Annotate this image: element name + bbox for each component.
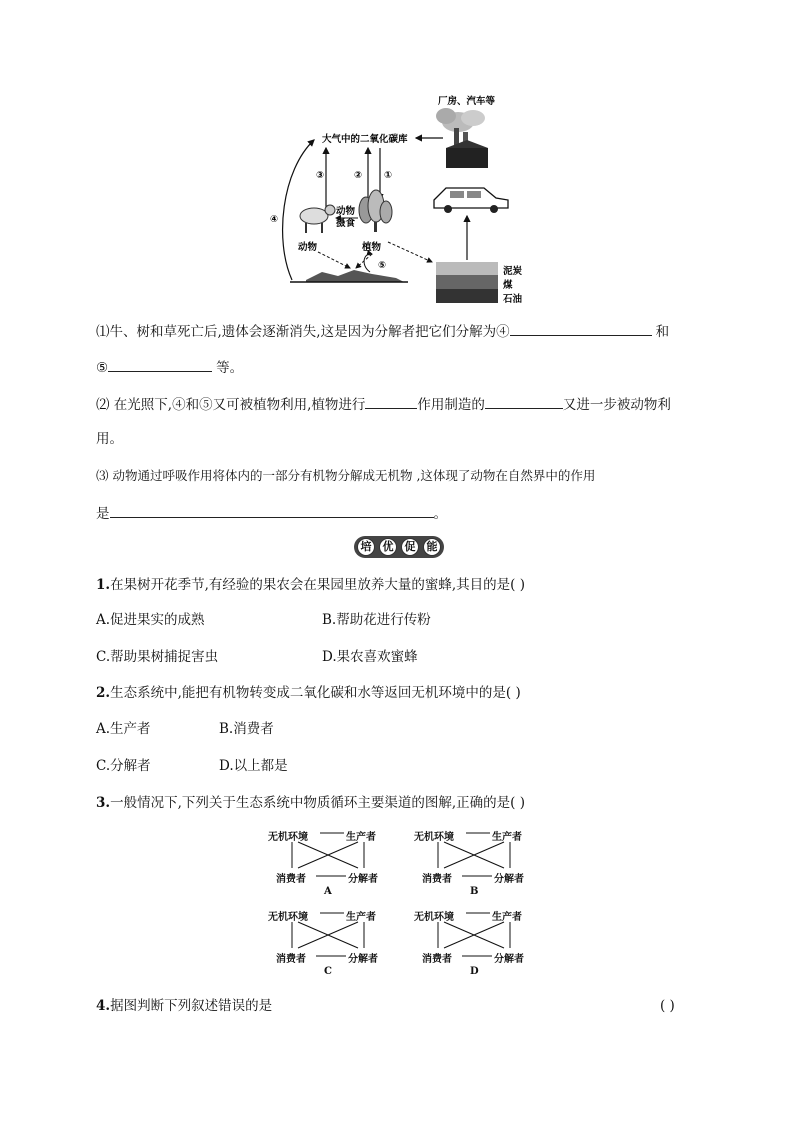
soil-icon — [290, 270, 408, 282]
cycle-diagram-b[interactable]: 无机环境 生产者 消费者 分解者 B — [414, 832, 524, 897]
arrow-5-label: ⑤ — [378, 260, 387, 271]
carbon-cycle-figure — [268, 90, 558, 310]
question-part-1: ⑴牛、树和草死亡后,遗体会逐渐消失,这是因为分解者把它们分解为④ 和 — [96, 321, 669, 341]
question-1: 1.在果树开花季节,有经验的果农会在果园里放养大量的蜜蜂,其目的是( ) — [96, 577, 526, 593]
question-3: 3.一般情况下,下列关于生态系统中物质循环主要渠道的图解,正确的是( ) — [96, 795, 526, 811]
cycle-diagram-a[interactable]: 无机环境 生产者 消费者 分解者 A — [268, 832, 378, 897]
question-2: 2.生态系统中,能把有机物转变成二氧化碳和水等返回无机环境中的是( ) — [96, 685, 521, 701]
factory-label: 厂房、汽车等 — [438, 96, 496, 107]
fossil-fuel-icon — [436, 262, 498, 303]
plant-label: 植物 — [362, 242, 382, 253]
fossil-oil-label: 石油 — [503, 294, 523, 305]
q2-option-d[interactable]: D.以上都是 — [219, 758, 288, 774]
q2-option-b[interactable]: B.消费者 — [219, 721, 274, 737]
question-part-2-cont: 用。 — [96, 431, 123, 447]
fossil-peat-label: 泥炭 — [503, 266, 523, 277]
question-part-3: ⑶ 动物通过呼吸作用将体内的一部分有机物分解成无机物 ,这体现了动物在自然界中的作用 — [96, 468, 596, 483]
fossil-coal-label: 煤 — [503, 280, 513, 291]
plant-icon — [359, 190, 392, 232]
arrow-4-label: ④ — [270, 214, 279, 225]
q2-option-a[interactable]: A.生产者 — [96, 721, 151, 737]
animal-eat-label-2: 摄食 — [336, 218, 356, 229]
animal-label: 动物 — [298, 242, 318, 253]
arrow-2-label: ② — [354, 170, 363, 181]
arrow-1-label: ① — [384, 170, 393, 181]
answer-blank-photosynthesis[interactable] — [365, 394, 417, 409]
car-icon — [434, 188, 508, 213]
animal-eat-label: 动物 — [336, 206, 356, 217]
section-banner: 培 优 促 能 — [354, 536, 444, 558]
cycle-diagram-c[interactable]: 无机环境 生产者 消费者 分解者 C — [268, 912, 378, 977]
answer-blank-5[interactable] — [108, 357, 212, 372]
cycle-diagram-d[interactable]: 无机环境 生产者 消费者 分解者 D — [414, 912, 524, 977]
q1-option-b[interactable]: B.帮助花进行传粉 — [322, 612, 431, 628]
cow-icon — [300, 205, 335, 233]
q1-option-d[interactable]: D.果农喜欢蜜蜂 — [322, 649, 418, 665]
q2-option-c[interactable]: C.分解者 — [96, 758, 151, 774]
arrow-3-label: ③ — [316, 170, 325, 181]
question-4-bracket: ( ) — [660, 998, 675, 1014]
answer-blank-role[interactable] — [110, 503, 434, 518]
q1-option-a[interactable]: A.促进果实的成熟 — [96, 612, 205, 628]
question-part-2: ⑵ 在光照下,④和⑤又可被植物利用,植物进行 作用制造的 又进一步被动物利 — [96, 394, 671, 414]
question-part-1-cont: ⑤ 等。 — [96, 357, 243, 377]
q1-option-c[interactable]: C.帮助果树捕捉害虫 — [96, 649, 219, 665]
factory-icon — [436, 108, 488, 168]
answer-blank-organic[interactable] — [485, 394, 563, 409]
answer-blank-4[interactable] — [510, 321, 652, 336]
question-4: 4.据图判断下列叙述错误的是 — [96, 998, 273, 1014]
question-part-3-cont: 是 。 — [96, 503, 447, 523]
atmosphere-label: 大气中的二氧化碳库 — [322, 134, 408, 145]
